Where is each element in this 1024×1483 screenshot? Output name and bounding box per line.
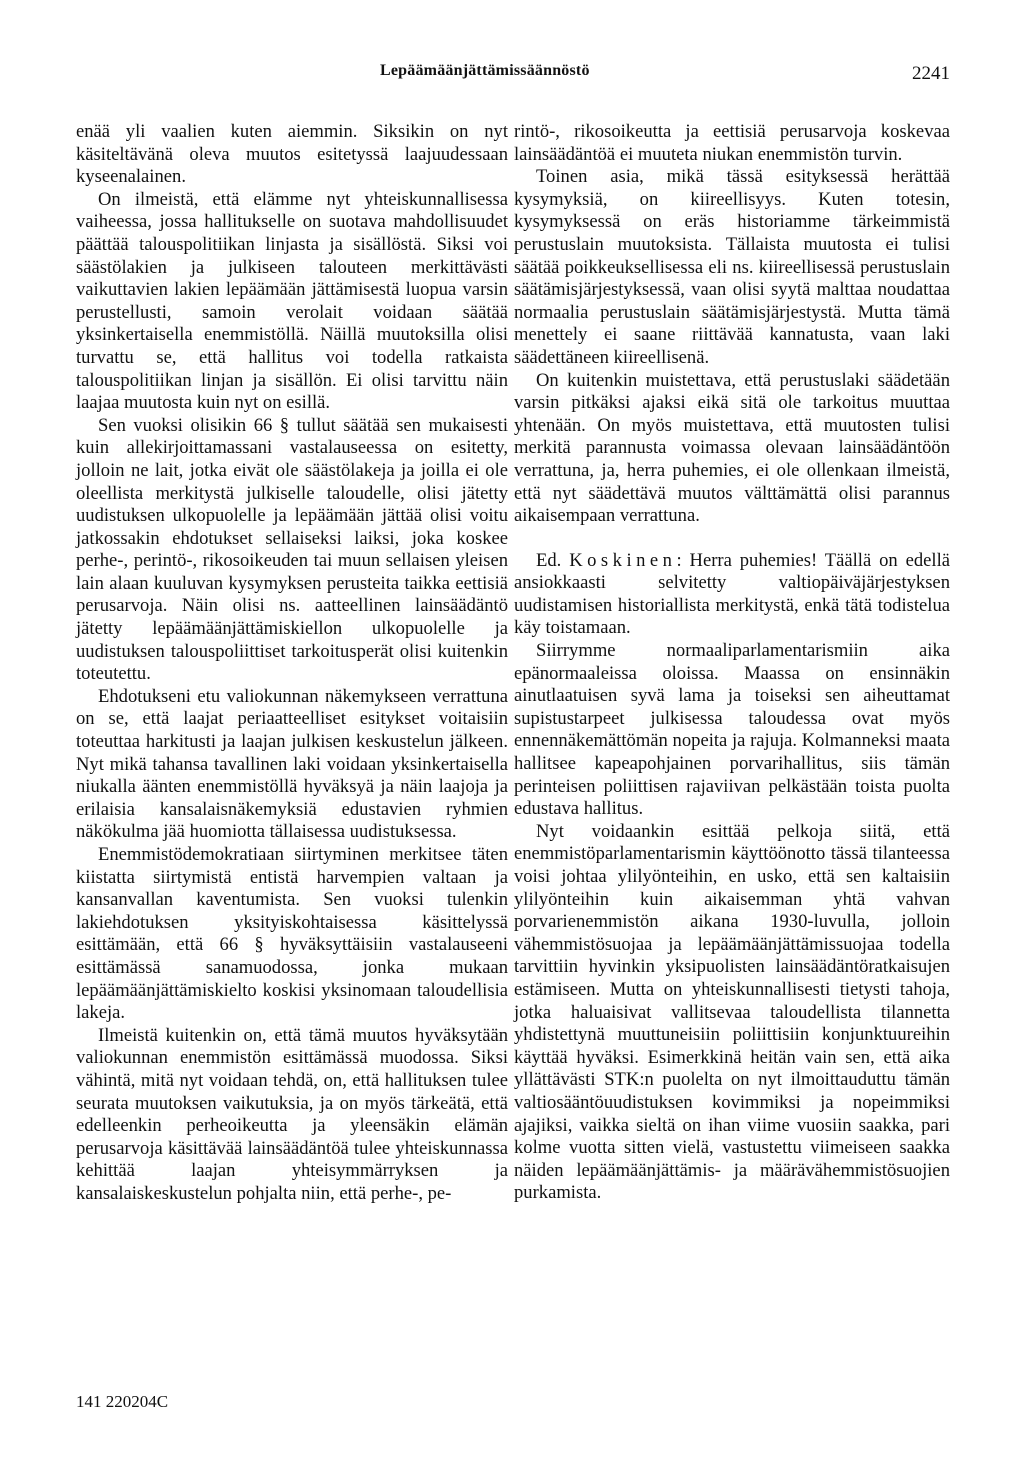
paragraph: On ilmeistä, että elämme nyt yhteiskunnallisessa vaiheessa, jossa hallitukselle on suotava mahdollisuudet päättää talouspolitiikan linjasta ja sisällöstä. Siksi voi säästölakien ja julkiseen talouteen merkittävästi vaikuttavien lakien lepäämään jättämisestä luopua varsin perustellusti, samoin verolait voidaan säätää yksinkertaisella enemmistöllä. Näillä muutoksilla olisi turvattu se, että hallitus voi todella ratkaista talouspolitiikan linjan ja sisällön. Ei olisi tarvittu näin laajaa muutosta kuin nyt on esillä. [76,188,508,414]
paragraph: enää yli vaalien kuten aiemmin. Siksikin on nyt käsiteltävänä oleva muutos esitetyssä laajuudessaan kyseenalainen. [76,121,508,188]
speaker-name: Koskinen [569,549,677,571]
paragraph: Enemmistödemokratiaan siirtyminen merkitsee täten kiistatta siirtymistä entistä harvempien valtaan ja kansanvallan kaventumista. Sen vuoksi tulenkin lakiehdotuksen yksityiskohtaisessa käsittelyssä esittämään, että 66 § hyväksyttäisiin vastalauseeni esittämässä sanamuodossa, jonka mukaan lepäämäänjättämiskielto koskisi yksinomaan taloudellisia lakeja. [76,844,508,1024]
print-code: 141 220204C [76,1392,169,1411]
speaker-prefix: Ed. [536,549,570,571]
paragraph: Sen vuoksi olisikin 66 § tullut säätää sen mukaisesti kuin allekirjoittamassani vastalauseessa on esitetty, jolloin ne lait, jotka eivät ole säästölakeja ja joilla ei ole oleellista merkitystä julkiselle taloudelle, olisi jätetty uudistuksen ulkopuolelle ja lepäämään jättää olisi voitu jatkossakin ehdotukset sellaiseksi laiksi, joka koskee perhe-, perintö-, rikosoikeuden tai muun sellaisen yleisen lain alaan kuuluvan kysymyksen perusteita taikka eettisiä perusarvoja. Näin olisi ns. aatteellinen lainsäädäntö jätetty lepäämäänjättämiskiellon ulkopuolelle ja uudistuksen talouspoliittiset tarkoitusperät olisi kuitenkin toteutettu. [76,414,508,685]
speech-text: Herra puhemies! Täällä on edellä ansiokkaasti selvitetty valtiopäiväjärjestyksen uudistamisen historiallista merkitystä, enkä tätä todistelua käy toistamaan. [514,549,950,639]
left-column [76,121,508,1206]
speaker-colon: : [676,549,682,571]
speech-paragraph [514,550,950,640]
paragraph: On kuitenkin muistettava, että perustuslaki säädetään varsin pitkäksi ajaksi eikä sitä ole tarkoitus muuttaa yhtenään. On myös muistettava, että muutosten tulisi merkitä parannusta voimassa olevaan lainsäädäntöön verrattuna, ja, herra puhemies, ei ole ollenkaan ilmeistä, että nyt säädettävä muutos välttämättä olisi parannus aikaisempaan verrattuna. [514,369,950,527]
right-column [514,121,950,1205]
paragraph: Nyt voidaankin esittää pelkoja siitä, että enemmistöparlamentarismin käyttöönotto tässä tilanteessa voisi johtaa ylilyönteihin, en usko, että sen kaltaisiin ylilyönteihin kuin aikaisemman yhtä vahvan porvarienemmistön aikana 1930-luvulla, jolloin vähemmistösuojaa ja lepäämäänjättämissuojaa todella tarvittiin hyvinkin yksipuolisten lainsäädäntöratkaisujen estämiseen. Mutta on yhteiskunnallisesti tietysti tahoja, jotka haluaisivat vallitsevaa taloudellista tilannetta yhdistettynä muuttuneisiin poliittisiin konjunktuureihin käyttää hyväksi. Esimerkkinä heitän vain sen, että aika yllättävästi STK:n puolelta on nyt ilmoittauduttu tämän valtiosääntöuudistuksen kovimmiksi ja nopeimmiksi ajajiksi, vaikka sieltä on ihan viime vuosiin saakka, pari kolme vuotta sitten vielä, vastustettu viimeiseen saakka näiden lepäämäänjättämis- ja määrävähemmistösuojien purkamista. [514,820,950,1204]
paragraph: rintö-, rikosoikeutta ja eettisiä perusarvoja koskevaa lainsäädäntöä ei muuteta niukan enemmistön turvin. [514,121,950,165]
paragraph: Toinen asia, mikä tässä esityksessä herättää kysymyksiä, on kiireellisyys. Kuten totesin, kysymyksessä on eräs historiamme tärkeimmistä perustuslain muutoksista. Tällaista muutosta ei tulisi säätää poikkeuksellisessa eli ns. kiireellisessä perustuslain säätämisjärjestyksessä, vaan olisi syytä malttaa noudattaa normaalia perustuslain säätämisjärjestystä. Mutta tämä menettely ei saane riittävää kannatusta, vaan laki säädettäneen kiireellisenä. [514,166,950,368]
page-number: 2241 [912,63,950,84]
paragraph: Siirrymme normaaliparlamentarismiin aika epänormaaleissa oloissa. Maassa on ensinnäkin ainutlaatuisen syvä lama ja toiseksi sen aiheuttamat supistustarpeet julkisessa taloudessa ovat myös ennennäkemättömän nopeita ja rajuja. Kolmanneksi maata hallitsee kapeapohjainen porvarihallitus, siis tämän perinteisen poliittisen rajaviivan pelkästään toista puolta edustava hallitus. [514,640,950,820]
running-title: Lepäämäänjättämissäännöstö [380,62,590,79]
paragraph: Ilmeistä kuitenkin on, että tämä muutos hyväksytään valiokunnan enemmistön esittämässä muodossa. Siksi vähintä, mitä nyt voidaan tehdä, on, että hallituksen tulee seurata muutoksen vaikutuksia, ja on myös tärkeätä, että edelleenkin perheoikeutta ja yleensäkin elämän perusarvoja käsittävää lainsäädäntöä tulee yhteiskunnassa kehittää laajan yhteisymmärryksen ja kansalaiskeskustelun pohjalta niin, että perhe-, pe- [76,1024,508,1204]
paragraph: Ehdotukseni etu valiokunnan näkemykseen verrattuna on se, että laajat periaatteelliset esitykset voitaisiin toteuttaa harkitusti ja laajan julkisen keskustelun jälkeen. Nyt mikä tahansa tavallinen laki voidaan yksinkertaisella niukalla äänten enemmistöllä hyväksyä ja näin laajoja ja erilaisia kansalaisnäkemyksiä edustavien ryhmien näkökulma jää huomiotta tällaisessa uudistuksessa. [76,685,508,843]
